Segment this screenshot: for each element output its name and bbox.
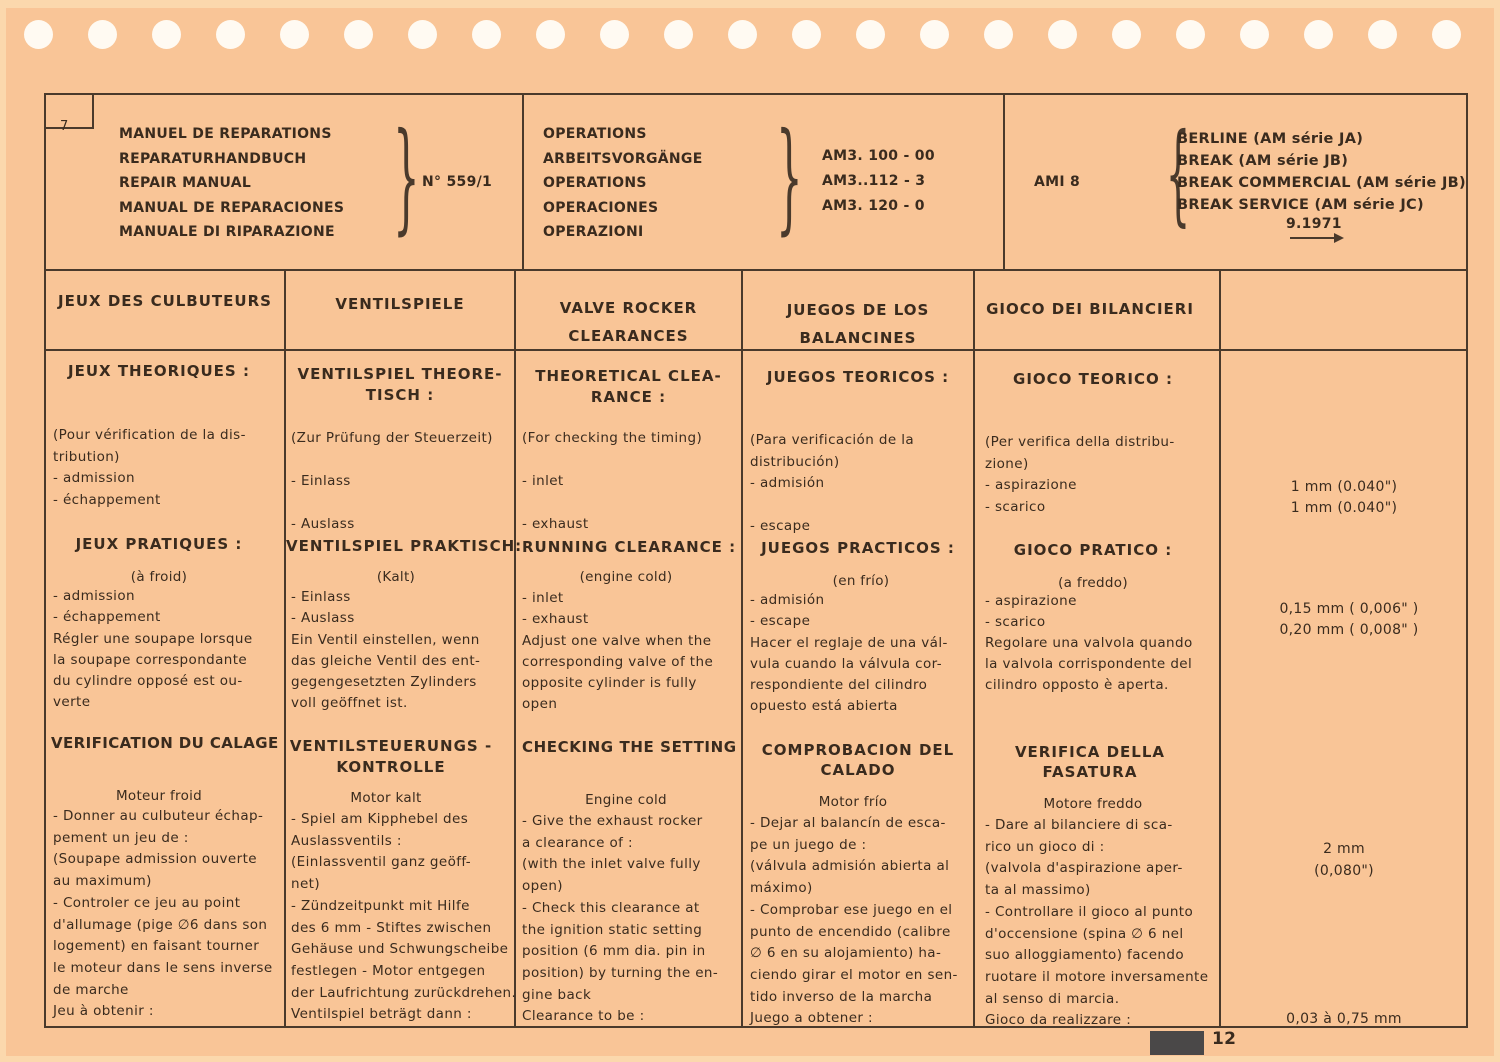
setting-title-it: VERIFICA DELLA FASATURA: [1014, 743, 1166, 781]
binder-hole: [472, 20, 501, 49]
running-text-fr: - admission - échappement Régler une soupape lorsque la soupape correspondante du cylindre opposé est ou- verte: [53, 588, 253, 711]
clearance-value: 0,20 mm ( 0,008" ): [1279, 622, 1419, 638]
clearance-value: (0,080"): [1314, 863, 1374, 879]
theoretical-title-de: VENTILSPIEL THEORE- TISCH :: [297, 365, 503, 404]
binder-hole: [920, 20, 949, 49]
running-text-it: - aspirazione - scarico Regolare una valvola quando la valvola corrispondente del cilindro opposto è aperta.: [985, 593, 1193, 693]
section-number-box: [46, 95, 94, 129]
binder-hole: [1176, 20, 1205, 49]
theoretical-text-fr: (Pour vérification de la dis- tribution) - admission - échappement: [53, 427, 246, 508]
manual-title: MANUAL DE REPARACIONES: [119, 199, 345, 216]
operations-titles: [543, 122, 763, 245]
running-sub-fr: (à froid): [130, 569, 188, 585]
column-rule: [1219, 269, 1221, 1028]
binder-hole: [1304, 20, 1333, 49]
running-title-de: VENTILSPIEL PRAKTISCH:: [286, 537, 523, 555]
binder-hole: [1048, 20, 1077, 49]
theoretical-text-en: (For checking the timing) - inlet - exhaust: [522, 430, 703, 532]
theoretical-text-de: (Zur Prüfung der Steuerzeit) - Einlass - Auslass: [291, 430, 493, 532]
setting-title-fr: VERIFICATION DU CALAGE: [51, 734, 279, 752]
header-rule: [1003, 93, 1005, 270]
model-variant: BERLINE (AM série JA): [1177, 131, 1364, 147]
setting-text-it: - Dare al bilanciere di sca- rico un gioco di : (valvola d'aspirazione aper- ta al massimo) - Controllare il gioco al punto d'occensione (spina ∅ 6 nel suo alloggiamento) facendo ruotare il motore inversamente al senso di marcia. Gioco da realizzare :: [985, 817, 1209, 1029]
theoretical-text-es: (Para verificación de la distribución) - admisión - escape: [750, 432, 915, 534]
binder-hole: [728, 20, 757, 49]
operations-title: OPERATIONS: [543, 126, 647, 142]
setting-sub-es: Motor frío: [818, 794, 888, 810]
binder-hole: [280, 20, 309, 49]
running-sub-es: (en frío): [832, 573, 890, 589]
manual-titles: [119, 122, 389, 245]
setting-sub-en: Engine cold: [585, 792, 667, 808]
col-header-es: JUEGOS DE LOS BALANCINES: [786, 301, 930, 347]
col-header-de: VENTILSPIELE: [335, 295, 465, 313]
running-sub-de: (Kalt): [376, 569, 416, 585]
arrow-head-icon: [1334, 233, 1344, 243]
theoretical-text-it: (Per verifica della distribu- zione) - aspirazione - scarico: [985, 434, 1175, 515]
header-divider: [44, 269, 1468, 271]
edition-date: 9.1971: [1286, 216, 1342, 232]
model-variant: BREAK COMMERCIAL (AM série JB): [1177, 175, 1466, 191]
operation-code: AM3. 120 - 0: [822, 198, 925, 214]
operation-codes: [822, 144, 992, 219]
running-text-en: - inlet - exhaust Adjust one valve when the corresponding valve of the opposite cylinder is fully open: [522, 590, 714, 713]
binder-hole: [600, 20, 629, 49]
model-variants: [1177, 128, 1467, 216]
setting-text-de: - Spiel am Kipphebel des Auslassventils : (Einlassventil ganz geöff- net) - Zündzeitpunkt mit Hilfe des 6 mm - Stiftes zwischen Gehäuse und Schwungscheibe festlegen - Motor entgegen der Laufrichtung zurückdrehen. Ventilspiel beträgt dann :: [291, 811, 517, 1023]
header-rule: [522, 93, 524, 270]
operations-title: OPERAZIONI: [543, 224, 644, 240]
section-number: 7: [60, 119, 69, 134]
running-text-es: - admisión - escape Hacer el reglaje de una vál- vula cuando la válvula cor- respondiente del cilindro opuesto está abierta: [750, 592, 948, 715]
manual-title: MANUALE DI RIPARAZIONE: [119, 224, 335, 240]
theoretical-values: [1221, 477, 1467, 519]
binder-hole: [664, 20, 693, 49]
running-title-es: JUEGOS PRACTICOS :: [761, 539, 955, 557]
clearance-value: 1 mm (0.040"): [1290, 500, 1398, 516]
brace-icon: }: [393, 108, 420, 247]
binder-hole: [408, 20, 437, 49]
binder-hole: [536, 20, 565, 49]
theoretical-title-it: GIOCO TEORICO :: [1013, 370, 1173, 388]
clearance-value: 0,15 mm ( 0,006" ): [1279, 601, 1419, 617]
operations-title: OPERATIONS: [543, 175, 647, 191]
setting-text-en: - Give the exhaust rocker a clearance of : (with the inlet valve fully open) - Check this clearance at the ignition static setting position (6 mm dia. pin in position) by turning the en- gine back Clearance to be :: [522, 813, 719, 1025]
binder-hole: [152, 20, 181, 49]
manual-title: REPARATURHANDBUCH: [119, 150, 307, 167]
model-name: AMI 8: [1034, 174, 1081, 190]
setting-sub-it: Motore freddo: [1043, 796, 1143, 812]
arrow-right-icon: [1290, 237, 1338, 239]
manual-number: N° 559/1: [422, 174, 493, 190]
setting-title-de: VENTILSTEUERUNGS - KONTROLLE: [289, 737, 493, 776]
col-header-it: GIOCO DEI BILANCIERI: [986, 300, 1194, 318]
theoretical-title-en: THEORETICAL CLEA- RANCE :: [535, 367, 722, 406]
binder-hole: [792, 20, 821, 49]
setting-text-fr: - Donner au culbuteur échap- pement un jeu de : (Soupape admission ouverte au maximum) - Controler ce jeu au point d'allumage (pige ∅6 dans son logement) en faisant tourner le moteur dans le sens inverse de marche Jeu à obtenir :: [53, 808, 273, 1020]
page-number: 12: [1212, 1029, 1237, 1049]
binder-hole: [24, 20, 53, 49]
operation-code: AM3..112 - 3: [822, 173, 926, 189]
binder-hole: [344, 20, 373, 49]
setting-title-es: COMPROBACION DEL CALADO: [761, 741, 955, 779]
model-variant: BREAK (AM série JB): [1177, 153, 1349, 169]
binder-hole: [984, 20, 1013, 49]
theoretical-title-fr: JEUX THEORIQUES :: [68, 362, 250, 380]
binder-hole: [1368, 20, 1397, 49]
binder-hole: [1112, 20, 1141, 49]
running-title-en: RUNNING CLEARANCE :: [522, 538, 737, 556]
running-title-it: GIOCO PRATICO :: [1013, 541, 1173, 559]
setting-sub-de: Motor kalt: [350, 790, 422, 806]
setting-sub-fr: Moteur froid: [115, 788, 203, 804]
brace-icon: }: [776, 108, 803, 247]
clearance-value-final: 0,03 à 0,75 mm: [1286, 1011, 1402, 1027]
operations-title: ARBEITSVORGÄNGE: [543, 150, 703, 167]
binder-hole: [216, 20, 245, 49]
col-header-fr: JEUX DES CULBUTEURS: [58, 292, 272, 310]
binder-hole: [856, 20, 885, 49]
theoretical-title-es: JUEGOS TEORICOS :: [766, 368, 950, 386]
setting-text-es: - Dejar al balancín de esca- pe un juego de : (válvula admisión abierta al máximo) - Comprobar ese juego en el punto de encendido (calibre ∅ 6 en su alojamiento) ha- ciendo girar el motor en sen- tido inverso de la marcha Juego a obtener :: [750, 815, 958, 1027]
operation-code: AM3. 100 - 00: [822, 148, 935, 164]
binder-hole: [1432, 20, 1461, 49]
page-number-tab: [1150, 1031, 1204, 1055]
setting-values: [1221, 838, 1467, 882]
binder-hole: [1240, 20, 1269, 49]
clearance-value: 2 mm: [1323, 841, 1365, 857]
running-values: [1221, 599, 1477, 641]
manual-title: REPAIR MANUAL: [119, 175, 252, 191]
model-variant: BREAK SERVICE (AM série JC): [1177, 197, 1424, 213]
running-sub-it: (a freddo): [1058, 575, 1128, 591]
operations-title: OPERACIONES: [543, 199, 659, 216]
running-text-de: - Einlass - Auslass Ein Ventil einstellen, wenn das gleiche Ventil des ent- gegengesetzten Zylinders voll geöffnet ist.: [291, 589, 481, 712]
binder-hole: [88, 20, 117, 49]
running-sub-en: (engine cold): [579, 569, 673, 585]
binder-holes: [0, 0, 1500, 80]
manual-title: MANUEL DE REPARATIONS: [119, 126, 332, 142]
running-title-fr: JEUX PRATIQUES :: [75, 535, 243, 553]
setting-title-en: CHECKING THE SETTING: [522, 738, 737, 756]
brace-icon: }: [1165, 109, 1191, 237]
clearance-value: 1 mm (0.040"): [1290, 479, 1398, 495]
col-header-en: VALVE ROCKER CLEARANCES: [559, 299, 698, 345]
